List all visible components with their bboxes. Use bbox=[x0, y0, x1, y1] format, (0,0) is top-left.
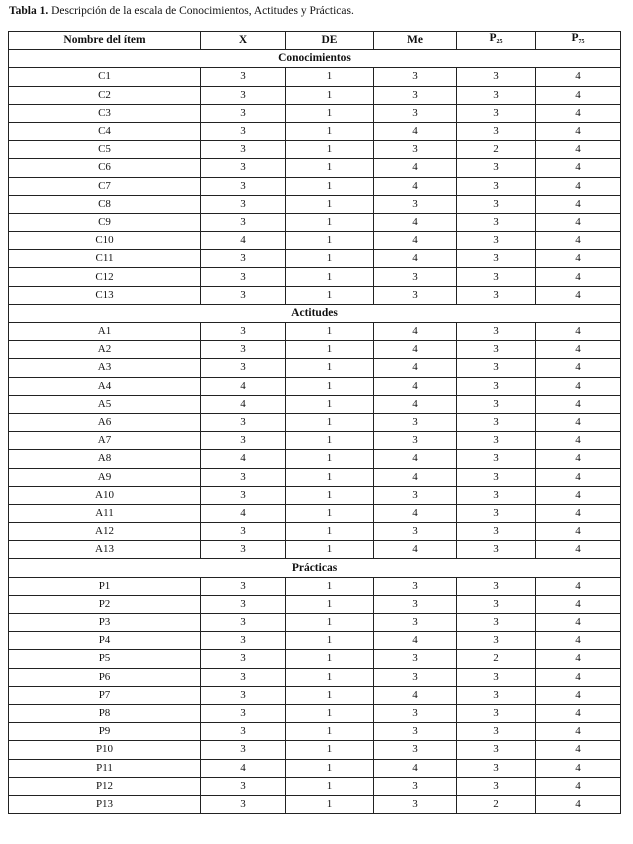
mean-cell: 3 bbox=[201, 104, 286, 122]
item-name-cell: C6 bbox=[9, 159, 201, 177]
section-title: Conocimientos bbox=[9, 50, 621, 68]
median-cell: 3 bbox=[374, 777, 457, 795]
p25-cell: 3 bbox=[457, 741, 536, 759]
sd-cell: 1 bbox=[286, 432, 374, 450]
item-name-cell: P1 bbox=[9, 577, 201, 595]
median-cell: 3 bbox=[374, 268, 457, 286]
sd-cell: 1 bbox=[286, 141, 374, 159]
mean-cell: 3 bbox=[201, 523, 286, 541]
p75-cell: 4 bbox=[536, 177, 621, 195]
item-name-cell: A1 bbox=[9, 323, 201, 341]
mean-cell: 3 bbox=[201, 359, 286, 377]
median-cell: 4 bbox=[374, 395, 457, 413]
median-cell: 4 bbox=[374, 759, 457, 777]
p75-cell: 4 bbox=[536, 523, 621, 541]
table-body bbox=[9, 50, 621, 814]
item-name-cell: A2 bbox=[9, 341, 201, 359]
mean-cell: 4 bbox=[201, 504, 286, 522]
sd-cell: 1 bbox=[286, 595, 374, 613]
mean-cell: 3 bbox=[201, 686, 286, 704]
median-cell: 4 bbox=[374, 504, 457, 522]
mean-cell: 4 bbox=[201, 395, 286, 413]
p75-cell: 4 bbox=[536, 323, 621, 341]
sd-cell: 1 bbox=[286, 122, 374, 140]
p25-cell: 3 bbox=[457, 86, 536, 104]
p75-cell: 4 bbox=[536, 759, 621, 777]
item-name-cell: P11 bbox=[9, 759, 201, 777]
table-row bbox=[9, 704, 621, 722]
header-mean: X bbox=[201, 32, 286, 50]
table-row bbox=[9, 759, 621, 777]
mean-cell: 3 bbox=[201, 432, 286, 450]
p25-cell: 3 bbox=[457, 759, 536, 777]
p75-cell: 4 bbox=[536, 104, 621, 122]
p75-cell: 4 bbox=[536, 122, 621, 140]
p75-cell: 4 bbox=[536, 468, 621, 486]
median-cell: 3 bbox=[374, 486, 457, 504]
median-cell: 4 bbox=[374, 213, 457, 231]
sd-cell: 1 bbox=[286, 377, 374, 395]
item-name-cell: P4 bbox=[9, 632, 201, 650]
sd-cell: 1 bbox=[286, 68, 374, 86]
sd-cell: 1 bbox=[286, 486, 374, 504]
mean-cell: 3 bbox=[201, 723, 286, 741]
p25-cell: 3 bbox=[457, 377, 536, 395]
table-row bbox=[9, 650, 621, 668]
table-row bbox=[9, 141, 621, 159]
sd-cell: 1 bbox=[286, 341, 374, 359]
median-cell: 4 bbox=[374, 232, 457, 250]
section-row bbox=[9, 304, 621, 322]
mean-cell: 3 bbox=[201, 323, 286, 341]
p75-cell: 4 bbox=[536, 413, 621, 431]
median-cell: 4 bbox=[374, 323, 457, 341]
p25-cell: 3 bbox=[457, 541, 536, 559]
p25-cell: 3 bbox=[457, 686, 536, 704]
median-cell: 3 bbox=[374, 432, 457, 450]
sd-cell: 1 bbox=[286, 686, 374, 704]
mean-cell: 3 bbox=[201, 141, 286, 159]
table-row bbox=[9, 341, 621, 359]
sd-cell: 1 bbox=[286, 323, 374, 341]
mean-cell: 3 bbox=[201, 541, 286, 559]
p75-cell: 4 bbox=[536, 686, 621, 704]
sd-cell: 1 bbox=[286, 759, 374, 777]
p25-cell: 3 bbox=[457, 450, 536, 468]
item-name-cell: A8 bbox=[9, 450, 201, 468]
section-title: Prácticas bbox=[9, 559, 621, 577]
median-cell: 3 bbox=[374, 704, 457, 722]
p75-cell: 4 bbox=[536, 541, 621, 559]
item-name-cell: A10 bbox=[9, 486, 201, 504]
p75-cell: 4 bbox=[536, 359, 621, 377]
p25-cell: 2 bbox=[457, 141, 536, 159]
caption-label: Tabla 1. bbox=[9, 5, 49, 17]
median-cell: 3 bbox=[374, 86, 457, 104]
mean-cell: 3 bbox=[201, 250, 286, 268]
table-row bbox=[9, 395, 621, 413]
p75-cell: 4 bbox=[536, 632, 621, 650]
mean-cell: 3 bbox=[201, 122, 286, 140]
sd-cell: 1 bbox=[286, 632, 374, 650]
section-row bbox=[9, 50, 621, 68]
sd-cell: 1 bbox=[286, 359, 374, 377]
p25-cell: 3 bbox=[457, 68, 536, 86]
table-caption bbox=[9, 3, 354, 19]
p75-cell: 4 bbox=[536, 704, 621, 722]
table-row bbox=[9, 122, 621, 140]
mean-cell: 4 bbox=[201, 232, 286, 250]
p75-cell: 4 bbox=[536, 141, 621, 159]
median-cell: 3 bbox=[374, 141, 457, 159]
mean-cell: 3 bbox=[201, 413, 286, 431]
item-name-cell: A4 bbox=[9, 377, 201, 395]
table-row bbox=[9, 104, 621, 122]
sd-cell: 1 bbox=[286, 741, 374, 759]
sd-cell: 1 bbox=[286, 723, 374, 741]
table-row bbox=[9, 632, 621, 650]
p25-cell: 3 bbox=[457, 632, 536, 650]
item-name-cell: P12 bbox=[9, 777, 201, 795]
median-cell: 3 bbox=[374, 104, 457, 122]
p25-cell: 3 bbox=[457, 195, 536, 213]
item-name-cell: P13 bbox=[9, 795, 201, 813]
median-cell: 3 bbox=[374, 413, 457, 431]
table-row bbox=[9, 541, 621, 559]
mean-cell: 3 bbox=[201, 595, 286, 613]
caption-text: Descripción de la escala de Conocimientos, Actitudes y Prácticas. bbox=[51, 5, 354, 17]
median-cell: 3 bbox=[374, 723, 457, 741]
table-row bbox=[9, 359, 621, 377]
item-name-cell: C3 bbox=[9, 104, 201, 122]
p75-cell: 4 bbox=[536, 432, 621, 450]
item-name-cell: A6 bbox=[9, 413, 201, 431]
sd-cell: 1 bbox=[286, 777, 374, 795]
item-name-cell: P2 bbox=[9, 595, 201, 613]
table-row bbox=[9, 468, 621, 486]
header-median: Me bbox=[374, 32, 457, 50]
table-row bbox=[9, 723, 621, 741]
p75-cell: 4 bbox=[536, 777, 621, 795]
median-cell: 3 bbox=[374, 668, 457, 686]
header-p75: $P_{75}$ bbox=[536, 32, 621, 50]
table-row bbox=[9, 323, 621, 341]
item-name-cell: C9 bbox=[9, 213, 201, 231]
p25-cell: 3 bbox=[457, 523, 536, 541]
p25-cell: 3 bbox=[457, 595, 536, 613]
median-cell: 4 bbox=[374, 341, 457, 359]
mean-cell: 3 bbox=[201, 741, 286, 759]
table-row bbox=[9, 268, 621, 286]
table-row bbox=[9, 777, 621, 795]
table-row bbox=[9, 177, 621, 195]
mean-cell: 3 bbox=[201, 632, 286, 650]
item-name-cell: C8 bbox=[9, 195, 201, 213]
item-name-cell: P5 bbox=[9, 650, 201, 668]
p75-cell: 4 bbox=[536, 450, 621, 468]
p75-cell: 4 bbox=[536, 213, 621, 231]
mean-cell: 4 bbox=[201, 450, 286, 468]
mean-cell: 3 bbox=[201, 195, 286, 213]
median-cell: 4 bbox=[374, 250, 457, 268]
median-cell: 3 bbox=[374, 614, 457, 632]
table-row bbox=[9, 213, 621, 231]
p25-cell: 3 bbox=[457, 250, 536, 268]
mean-cell: 3 bbox=[201, 286, 286, 304]
sd-cell: 1 bbox=[286, 523, 374, 541]
p75-cell: 4 bbox=[536, 650, 621, 668]
item-name-cell: C13 bbox=[9, 286, 201, 304]
mean-cell: 3 bbox=[201, 668, 286, 686]
p25-cell: 3 bbox=[457, 232, 536, 250]
section-title: Actitudes bbox=[9, 304, 621, 322]
p75-cell: 4 bbox=[536, 232, 621, 250]
sd-cell: 1 bbox=[286, 232, 374, 250]
p75-cell: 4 bbox=[536, 741, 621, 759]
item-name-cell: C10 bbox=[9, 232, 201, 250]
p75-cell: 4 bbox=[536, 195, 621, 213]
sd-cell: 1 bbox=[286, 504, 374, 522]
header-sd: DE bbox=[286, 32, 374, 50]
item-name-cell: P7 bbox=[9, 686, 201, 704]
p25-cell: 3 bbox=[457, 413, 536, 431]
p25-cell: 3 bbox=[457, 359, 536, 377]
table-row bbox=[9, 377, 621, 395]
p25-cell: 3 bbox=[457, 777, 536, 795]
p75-cell: 4 bbox=[536, 595, 621, 613]
sd-cell: 1 bbox=[286, 250, 374, 268]
median-cell: 3 bbox=[374, 795, 457, 813]
table-row bbox=[9, 286, 621, 304]
p25-cell: 3 bbox=[457, 432, 536, 450]
p25-cell: 2 bbox=[457, 650, 536, 668]
sd-cell: 1 bbox=[286, 650, 374, 668]
sd-cell: 1 bbox=[286, 159, 374, 177]
p75-cell: 4 bbox=[536, 504, 621, 522]
item-name-cell: C12 bbox=[9, 268, 201, 286]
median-cell: 4 bbox=[374, 359, 457, 377]
header-item-name: Nombre del ítem bbox=[9, 32, 201, 50]
p25-cell: 3 bbox=[457, 159, 536, 177]
item-name-cell: C4 bbox=[9, 122, 201, 140]
p75-cell: 4 bbox=[536, 341, 621, 359]
p75-cell: 4 bbox=[536, 159, 621, 177]
table-row bbox=[9, 232, 621, 250]
sd-cell: 1 bbox=[286, 177, 374, 195]
mean-cell: 4 bbox=[201, 377, 286, 395]
p25-cell: 3 bbox=[457, 104, 536, 122]
mean-cell: 3 bbox=[201, 341, 286, 359]
table-row bbox=[9, 741, 621, 759]
mean-cell: 3 bbox=[201, 486, 286, 504]
table-row bbox=[9, 413, 621, 431]
header-p25: $P_{25}$ bbox=[457, 32, 536, 50]
sd-cell: 1 bbox=[286, 704, 374, 722]
item-name-cell: C1 bbox=[9, 68, 201, 86]
item-name-cell: C2 bbox=[9, 86, 201, 104]
mean-cell: 3 bbox=[201, 614, 286, 632]
item-name-cell: P6 bbox=[9, 668, 201, 686]
median-cell: 3 bbox=[374, 650, 457, 668]
table-row bbox=[9, 159, 621, 177]
mean-cell: 3 bbox=[201, 468, 286, 486]
sd-cell: 1 bbox=[286, 413, 374, 431]
item-name-cell: C5 bbox=[9, 141, 201, 159]
p25-cell: 3 bbox=[457, 341, 536, 359]
p75-cell: 4 bbox=[536, 395, 621, 413]
p25-cell: 3 bbox=[457, 323, 536, 341]
p25-cell: 3 bbox=[457, 504, 536, 522]
descriptive-table bbox=[8, 31, 621, 814]
mean-cell: 3 bbox=[201, 86, 286, 104]
p75-cell: 4 bbox=[536, 795, 621, 813]
mean-cell: 3 bbox=[201, 159, 286, 177]
median-cell: 3 bbox=[374, 195, 457, 213]
sd-cell: 1 bbox=[286, 286, 374, 304]
p75-cell: 4 bbox=[536, 68, 621, 86]
sd-cell: 1 bbox=[286, 468, 374, 486]
item-name-cell: C11 bbox=[9, 250, 201, 268]
median-cell: 4 bbox=[374, 468, 457, 486]
median-cell: 3 bbox=[374, 741, 457, 759]
p25-cell: 3 bbox=[457, 704, 536, 722]
p25-cell: 3 bbox=[457, 577, 536, 595]
sd-cell: 1 bbox=[286, 450, 374, 468]
p25-cell: 3 bbox=[457, 177, 536, 195]
mean-cell: 3 bbox=[201, 177, 286, 195]
sd-cell: 1 bbox=[286, 213, 374, 231]
table-row bbox=[9, 250, 621, 268]
mean-cell: 3 bbox=[201, 268, 286, 286]
p25-cell: 3 bbox=[457, 723, 536, 741]
item-name-cell: A7 bbox=[9, 432, 201, 450]
median-cell: 4 bbox=[374, 541, 457, 559]
p25-cell: 3 bbox=[457, 213, 536, 231]
p75-cell: 4 bbox=[536, 668, 621, 686]
p25-cell: 2 bbox=[457, 795, 536, 813]
mean-cell: 4 bbox=[201, 759, 286, 777]
item-name-cell: P10 bbox=[9, 741, 201, 759]
item-name-cell: A13 bbox=[9, 541, 201, 559]
table-row bbox=[9, 668, 621, 686]
p75-cell: 4 bbox=[536, 250, 621, 268]
p25-cell: 3 bbox=[457, 395, 536, 413]
mean-cell: 3 bbox=[201, 577, 286, 595]
item-name-cell: C7 bbox=[9, 177, 201, 195]
p25-cell: 3 bbox=[457, 286, 536, 304]
item-name-cell: A3 bbox=[9, 359, 201, 377]
p75-cell: 4 bbox=[536, 86, 621, 104]
table-row bbox=[9, 614, 621, 632]
item-name-cell: A12 bbox=[9, 523, 201, 541]
table-row bbox=[9, 686, 621, 704]
p25-cell: 3 bbox=[457, 668, 536, 686]
item-name-cell: A5 bbox=[9, 395, 201, 413]
table-row bbox=[9, 795, 621, 813]
sd-cell: 1 bbox=[286, 395, 374, 413]
p25-cell: 3 bbox=[457, 468, 536, 486]
median-cell: 4 bbox=[374, 377, 457, 395]
median-cell: 3 bbox=[374, 68, 457, 86]
p75-cell: 4 bbox=[536, 286, 621, 304]
p75-cell: 4 bbox=[536, 486, 621, 504]
sd-cell: 1 bbox=[286, 668, 374, 686]
sd-cell: 1 bbox=[286, 86, 374, 104]
mean-cell: 3 bbox=[201, 777, 286, 795]
p25-cell: 3 bbox=[457, 268, 536, 286]
p75-cell: 4 bbox=[536, 268, 621, 286]
median-cell: 4 bbox=[374, 177, 457, 195]
sd-cell: 1 bbox=[286, 268, 374, 286]
mean-cell: 3 bbox=[201, 704, 286, 722]
median-cell: 3 bbox=[374, 577, 457, 595]
median-cell: 4 bbox=[374, 159, 457, 177]
median-cell: 4 bbox=[374, 686, 457, 704]
mean-cell: 3 bbox=[201, 650, 286, 668]
table-row bbox=[9, 486, 621, 504]
median-cell: 3 bbox=[374, 595, 457, 613]
sd-cell: 1 bbox=[286, 614, 374, 632]
p25-cell: 3 bbox=[457, 486, 536, 504]
table-row bbox=[9, 68, 621, 86]
item-name-cell: P8 bbox=[9, 704, 201, 722]
table-row bbox=[9, 595, 621, 613]
mean-cell: 3 bbox=[201, 68, 286, 86]
median-cell: 4 bbox=[374, 122, 457, 140]
sd-cell: 1 bbox=[286, 541, 374, 559]
sd-cell: 1 bbox=[286, 104, 374, 122]
table-row bbox=[9, 504, 621, 522]
median-cell: 4 bbox=[374, 450, 457, 468]
sd-cell: 1 bbox=[286, 795, 374, 813]
sd-cell: 1 bbox=[286, 577, 374, 595]
sd-cell: 1 bbox=[286, 195, 374, 213]
item-name-cell: P9 bbox=[9, 723, 201, 741]
median-cell: 4 bbox=[374, 632, 457, 650]
table-row bbox=[9, 577, 621, 595]
table-row bbox=[9, 195, 621, 213]
item-name-cell: A11 bbox=[9, 504, 201, 522]
mean-cell: 3 bbox=[201, 213, 286, 231]
p75-cell: 4 bbox=[536, 723, 621, 741]
p75-cell: 4 bbox=[536, 614, 621, 632]
section-row bbox=[9, 559, 621, 577]
item-name-cell: P3 bbox=[9, 614, 201, 632]
median-cell: 3 bbox=[374, 523, 457, 541]
table-row bbox=[9, 523, 621, 541]
item-name-cell: A9 bbox=[9, 468, 201, 486]
median-cell: 3 bbox=[374, 286, 457, 304]
p25-cell: 3 bbox=[457, 122, 536, 140]
table-row bbox=[9, 86, 621, 104]
p75-cell: 4 bbox=[536, 577, 621, 595]
header-row bbox=[9, 32, 621, 50]
table-row bbox=[9, 450, 621, 468]
mean-cell: 3 bbox=[201, 795, 286, 813]
table-row bbox=[9, 432, 621, 450]
p25-cell: 3 bbox=[457, 614, 536, 632]
p75-cell: 4 bbox=[536, 377, 621, 395]
